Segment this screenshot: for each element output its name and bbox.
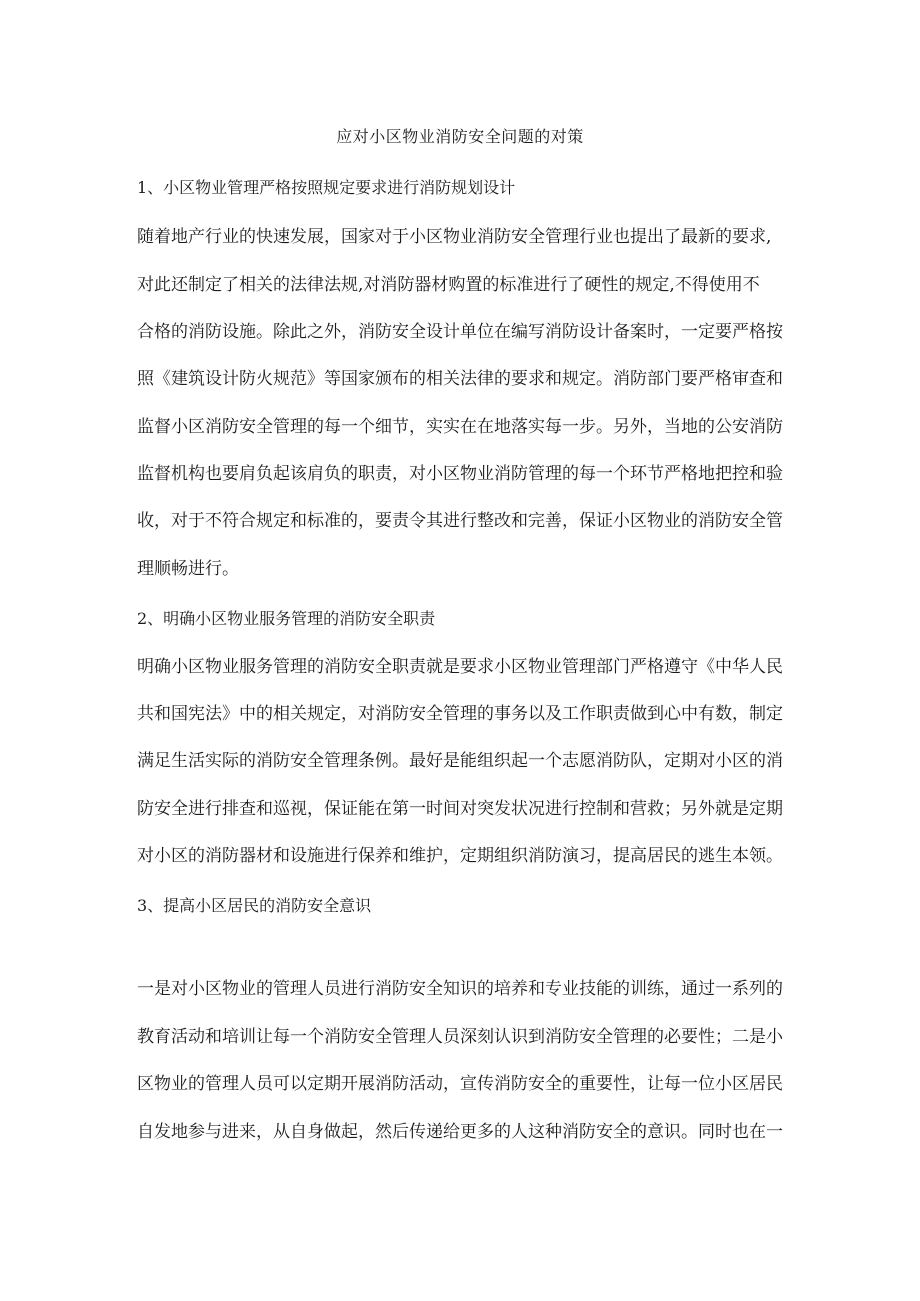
paragraph-line: 自发地参与进来，从自身做起，然后传递给更多的人这种消防安全的意识。同时也在一 bbox=[137, 1122, 783, 1142]
paragraph-line: 区物业的管理人员可以定期开展消防活动，宣传消防安全的重要性，让每一位小区居民 bbox=[137, 1074, 783, 1094]
paragraph-line: 一是对小区物业的管理人员进行消防安全知识的培养和专业技能的训练，通过一系列的 bbox=[137, 979, 783, 999]
paragraph-line: 满足生活实际的消防安全管理条例。最好是能组织起一个志愿消防队，定期对小区的消 bbox=[137, 751, 783, 771]
section-3-heading: 3、提高小区居民的消防安全意识 bbox=[137, 896, 372, 915]
paragraph-line: 理顺畅进行。 bbox=[137, 559, 239, 579]
paragraph-line: 监督小区消防安全管理的每一个细节，实实在在地落实每一步。另外，当地的公安消防 bbox=[137, 417, 783, 437]
paragraph-line: 防安全进行排查和巡视，保证能在第一时间对突发状况进行控制和营救；另外就是定期 bbox=[137, 799, 783, 819]
paragraph-line: 明确小区物业服务管理的消防安全职责就是要求小区物业管理部门严格遵守《中华人民 bbox=[137, 657, 783, 677]
paragraph-line: 照《建筑设计防火规范》等国家颁布的相关法律的要求和规定。消防部门要严格审查和 bbox=[137, 369, 783, 389]
paragraph-line: 收，对于不符合规定和标准的，要责令其进行整改和完善，保证小区物业的消防安全管 bbox=[137, 511, 783, 531]
document-title: 应对小区物业消防安全问题的对策 bbox=[336, 127, 584, 146]
section-2-heading: 2、明确小区物业服务管理的消防安全职责 bbox=[137, 609, 436, 628]
paragraph-line: 教育活动和培训让每一个消防安全管理人员深刻认识到消防安全管理的必要性；二是小 bbox=[137, 1027, 783, 1047]
paragraph-line: 对小区的消防器材和设施进行保养和维护，定期组织消防演习，提高居民的逃生本领。 bbox=[137, 846, 783, 866]
paragraph-line: 合格的消防设施。除此之外，消防安全设计单位在编写消防设计备案时，一定要严格按 bbox=[137, 322, 783, 342]
paragraph-line: 监督机构也要肩负起该肩负的职责，对小区物业消防管理的每一个环节严格地把控和验 bbox=[137, 464, 783, 484]
paragraph-line: 随着地产行业的快速发展，国家对于小区物业消防安全管理行业也提出了最新的要求, bbox=[137, 227, 772, 247]
section-1-heading: 1、小区物业管理严格按照规定要求进行消防规划设计 bbox=[137, 178, 516, 197]
paragraph-line: 对此还制定了相关的法律法规,对消防器材购置的标准进行了硬性的规定,不得使用不 bbox=[137, 275, 760, 295]
paragraph-line: 共和国宪法》中的相关规定，对消防安全管理的事务以及工作职责做到心中有数，制定 bbox=[137, 704, 783, 724]
